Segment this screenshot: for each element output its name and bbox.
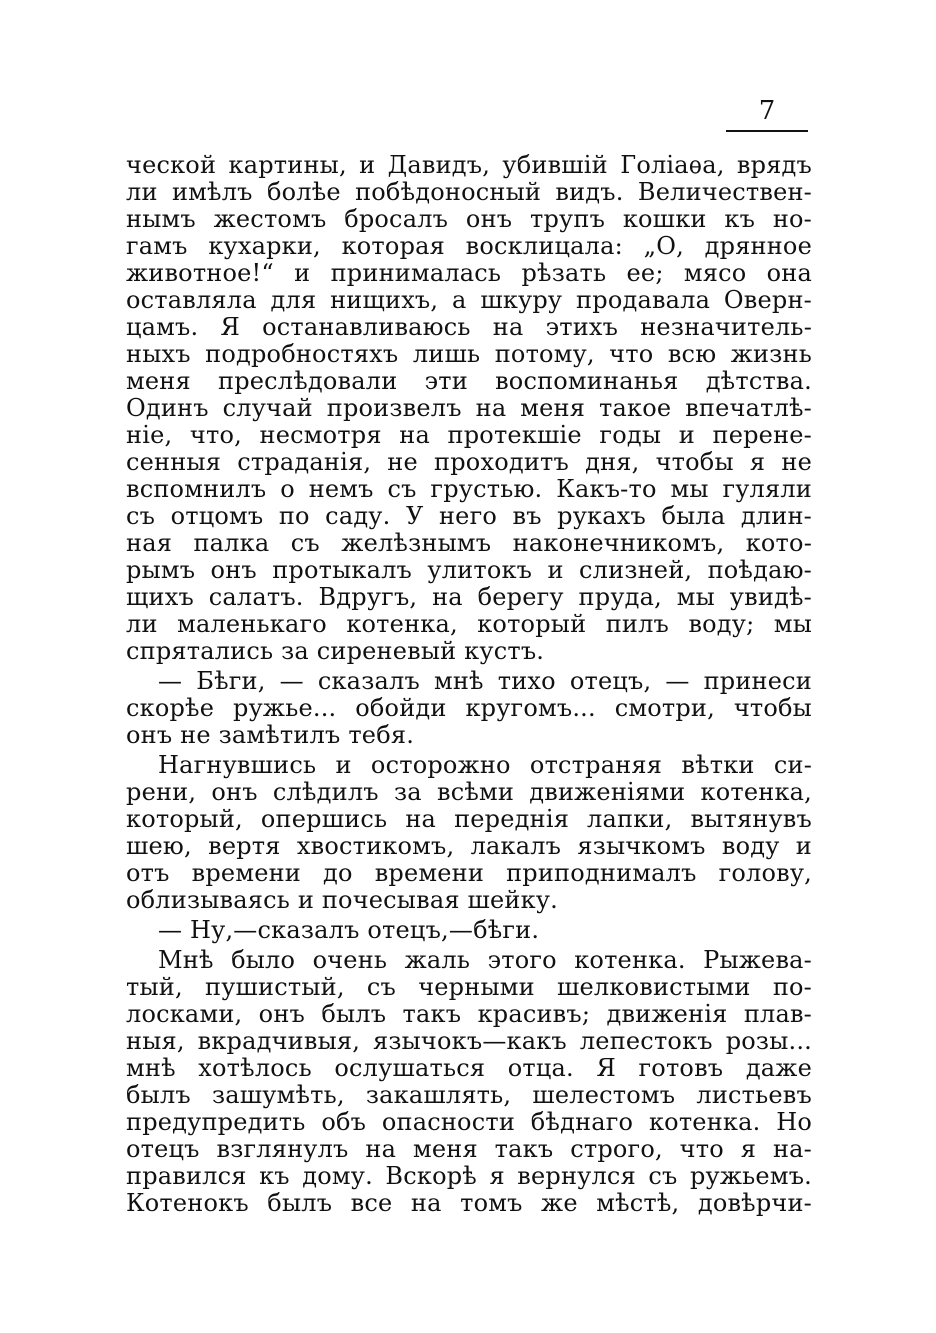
text-line: ческой картины, и Давидъ, убившій Голіаѳа, врядъ <box>126 152 812 179</box>
text-line: который, опершись на переднія лапки, вытянувъ <box>126 806 812 833</box>
text-line: — Бѣги, — сказалъ мнѣ тихо отецъ, — принеси <box>158 668 812 695</box>
text-line: ніе, что, несмотря на протекшіе годы и перене- <box>126 422 812 449</box>
text-line: животное!“ и принималась рѣзать ее; мясо она <box>126 260 812 287</box>
text-line: ная палка съ желѣзнымъ наконечникомъ, кото- <box>126 530 812 557</box>
text-line: онъ не замѣтилъ тебя. <box>126 722 415 749</box>
text-line: вспомнилъ о немъ съ грустью. Какъ-то мы гуляли <box>126 476 812 503</box>
text-line: цамъ. Я останавливаюсь на этихъ незначитель- <box>126 314 812 341</box>
text-line: предупредить объ опасности бѣднаго котенка. Но <box>126 1109 812 1136</box>
text-line: шею, вертя хвостикомъ, лакалъ язычкомъ воду и <box>126 833 812 860</box>
text-line: ли имѣлъ болѣе побѣдоносный видъ. Величествен- <box>126 179 812 206</box>
text-line: Нагнувшись и осторожно отстраняя вѣтки си- <box>158 752 812 779</box>
text-line: гамъ кухарки, которая восклицала: „О, дрянное <box>126 233 812 260</box>
page-number: 7 <box>758 96 776 126</box>
text-line: отъ времени до времени приподнималъ голову, <box>126 860 812 887</box>
text-line: меня преслѣдовали эти воспоминанья дѣтства. <box>126 368 812 395</box>
text-line: Одинъ случай произвелъ на меня такое впечатлѣ- <box>126 395 812 422</box>
text-line: рени, онъ слѣдилъ за всѣми движеніями котенка, <box>126 779 812 806</box>
text-line: оставляла для нищихъ, а шкуру продавала Оверн- <box>126 287 812 314</box>
text-line: тый, пушистый, съ черными шелковистыми по- <box>126 974 812 1001</box>
text-line: спрятались за сиреневый кустъ. <box>126 638 545 665</box>
text-line: скорѣе ружье... обойди кругомъ... смотри, чтобы <box>126 695 812 722</box>
text-line: лосками, онъ былъ такъ красивъ; движенія плав- <box>126 1001 812 1028</box>
text-line: облизываясь и почесывая шейку. <box>126 887 558 914</box>
text-line: — Ну,—сказалъ отецъ,—бѣги. <box>158 917 540 944</box>
text-line: ли маленькаго котенка, который пилъ воду; мы <box>126 611 812 638</box>
body-text <box>126 152 812 1217</box>
text-line: сенныя страданія, не проходитъ дня, чтобы я не <box>126 449 812 476</box>
paragraph <box>126 917 812 944</box>
text-line: мнѣ хотѣлось ослушаться отца. Я готовъ даже <box>126 1055 812 1082</box>
text-line: щихъ салатъ. Вдругъ, на берегу пруда, мы увидѣ- <box>126 584 812 611</box>
paragraph <box>126 947 812 1217</box>
text-line: отецъ взглянулъ на меня такъ строго, что я на- <box>126 1136 812 1163</box>
text-line: ныя, вкрадчивыя, язычокъ—какъ лепестокъ розы... <box>126 1028 812 1055</box>
paragraph <box>126 152 812 665</box>
text-line: нымъ жестомъ бросалъ онъ трупъ кошки къ но- <box>126 206 812 233</box>
text-line: съ отцомъ по саду. У него въ рукахъ была длин- <box>126 503 812 530</box>
text-line: былъ зашумѣть, закашлять, шелестомъ листьевъ <box>126 1082 812 1109</box>
text-line: рымъ онъ протыкалъ улитокъ и слизней, поѣдаю- <box>126 557 812 584</box>
text-line: Котенокъ былъ все на томъ же мѣстѣ, довѣрчи- <box>126 1190 812 1217</box>
page-number-rule <box>726 130 808 132</box>
text-line: Мнѣ было очень жаль этого котенка. Рыжева- <box>158 947 812 974</box>
paragraph <box>126 752 812 914</box>
paragraph <box>126 668 812 749</box>
text-line: правился къ дому. Вскорѣ я вернулся съ ружьемъ. <box>126 1163 812 1190</box>
text-line: ныхъ подробностяхъ лишь потому, что всю жизнь <box>126 341 812 368</box>
